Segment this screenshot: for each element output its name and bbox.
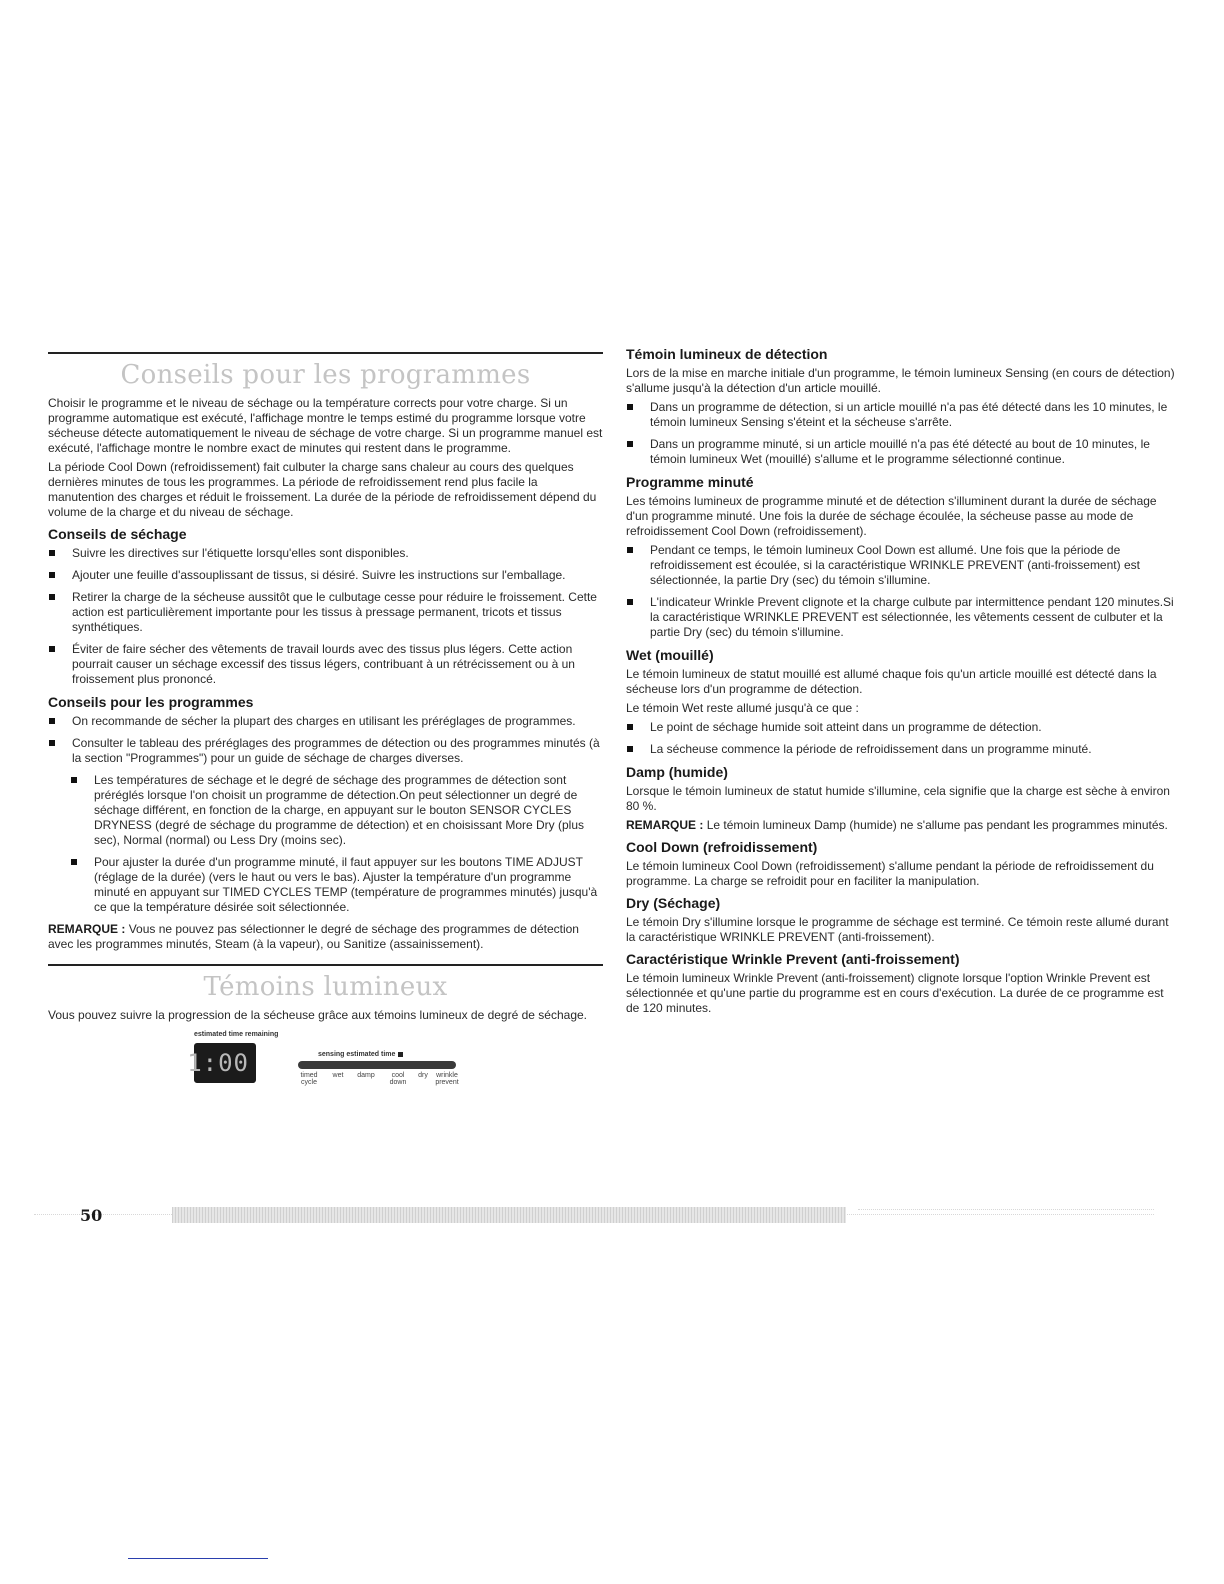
section-title-indicators: Témoins lumineux	[203, 972, 448, 1002]
cool-down-paragraph: Le témoin lumineux Cool Down (refroidissement) s'allume pendant la période de refroidissement du programme. La charge se refroidit pour en faciliter la manipulation.	[626, 859, 1154, 888]
program-tips-sublist	[70, 773, 603, 915]
wet-paragraph: Le témoin lumineux de statut mouillé est allumé chaque fois qu'un article mouillé est détecté dans la sécheuse lors d'un programme de détection.	[626, 667, 1157, 696]
section-rule	[48, 352, 603, 354]
note-text: Vous ne pouvez pas sélectionner le degré de séchage des programmes de détection avec les programmes minutés, Steam (à la vapeur), ou Sanitize (assainissement).	[48, 922, 579, 951]
page-number: 50	[80, 1206, 103, 1225]
detection-list	[626, 400, 1178, 467]
footer-bar	[172, 1207, 846, 1223]
led-cool-down: cool down	[389, 1072, 407, 1086]
left-column	[48, 340, 603, 1101]
wrinkle-prevent-heading: Caractéristique Wrinkle Prevent (anti-froissement)	[626, 951, 960, 967]
indicators-intro: Vous pouvez suivre la progression de la sécheuse grâce aux témoins lumineux de degré de séchage.	[48, 1008, 587, 1022]
list-item: L'indicateur Wrinkle Prevent clignote et la charge culbute par intermittence pendant 120 minutes.Si la caractéristique WRINKLE PREVENT est sélectionnée, les vêtements cessent de culbuter et la partie Dry (sec) du témoin s'illumine.	[626, 595, 1178, 640]
drying-tips-list	[48, 546, 603, 687]
list-item: Pour ajuster la durée d'un programme minuté, il faut appuyer sur les boutons TIME ADJUST (réglage de la durée) (vers le haut ou vers le bas). Ajuster la température d'un programme minuté en appuyant sur TIMED CYCLES TEMP (température de programmes minutés) jusqu'à ce que la température désirée soit sélectionnée.	[70, 855, 603, 915]
damp-paragraph: Lorsque le témoin lumineux de statut humide s'illumine, cela signifie que la charge est sèche à environ 80 %.	[626, 784, 1170, 813]
dry-heading: Dry (Séchage)	[626, 895, 721, 911]
led-dry: dry	[418, 1072, 428, 1079]
note-paragraph	[48, 922, 603, 952]
cooldown-paragraph: La période Cool Down (refroidissement) fait culbuter la charge sans chaleur au cours des quelques dernières minutes de tous les programmes. La période de refroidissement rend plus facile la manutention des charges et réduit le froissement. La durée de la période de refroidissement dépend du volume de la charge et du niveau de séchage.	[48, 460, 597, 519]
wet-heading: Wet (mouillé)	[626, 647, 714, 663]
list-item: Dans un programme de détection, si un article mouillé n'a pas été détecté dans les 10 minutes, le témoin lumineux Sensing s'éteint et la sécheuse s'arrête.	[626, 400, 1178, 430]
list-item: Les températures de séchage et le degré de séchage des programmes de détection sont préréglés lorsque l'on choisit un programme de détection.On peut sélectionner un degré de séchage différent, en fonction de la charge, en appuyant sur le bouton SENSOR CYCLES DRYNESS (degré de séchage du programme de détection) et en choisissant More Dry (plus sec), Normal (normal) ou Less Dry (moins sec).	[70, 773, 603, 848]
lcd-time-value: 1:00	[187, 1049, 249, 1077]
led-timed-cycle: timed cycle	[300, 1072, 318, 1086]
program-tips-heading: Conseils pour les programmes	[48, 694, 254, 710]
note-text: Le témoin lumineux Damp (humide) ne s'allume pas pendant les programmes minutés.	[706, 818, 1168, 832]
right-column	[626, 340, 1178, 1020]
detection-paragraph: Lors de la mise en marche initiale d'un programme, le témoin lumineux Sensing (en cours de détection) s'allume jusqu'à la détection d'un article mouillé.	[626, 366, 1175, 395]
section-rule	[48, 964, 603, 966]
list-item: Pendant ce temps, le témoin lumineux Cool Down est allumé. Une fois que la période de refroidissement est écoulée, si la caractéristique WRINKLE PREVENT (anti-froissement) est sélectionnée, la partie Dry (sec) du témoin s'illumine.	[626, 543, 1178, 588]
display-panel-illustration	[48, 1031, 603, 1101]
list-item: Dans un programme minuté, si un article mouillé n'a pas été détecté au bout de 10 minutes, le témoin lumineux Wet (mouillé) s'allume et le programme sélectionné continue.	[626, 437, 1178, 467]
bottom-line	[128, 1558, 268, 1559]
led-wrinkle-prevent: wrinkle prevent	[435, 1072, 459, 1086]
list-item: Suivre les directives sur l'étiquette lorsqu'elles sont disponibles.	[48, 546, 603, 561]
damp-heading: Damp (humide)	[626, 764, 728, 780]
section-title-tips: Conseils pour les programmes	[120, 360, 531, 390]
list-item: Éviter de faire sécher des vêtements de travail lourds avec des tissus plus légers. Cette action pourrait causer un séchage excessif des tissus légers, contribuant à un rétrécissement ou à un froissement plus prononcé.	[48, 642, 603, 687]
list-item: On recommande de sécher la plupart des charges en utilisant les préréglages de programmes.	[48, 714, 603, 729]
list-item: Ajouter une feuille d'assouplissant de tissus, si désiré. Suivre les instructions sur l'emballage.	[48, 568, 603, 583]
timed-program-heading: Programme minuté	[626, 474, 754, 490]
intro-paragraph: Choisir le programme et le niveau de séchage ou la température corrects pour votre charge. Si un programme automatique est exécuté, l'affichage montre le temps estimé du programme lorsque votre sécheuse détecte automatiquement le niveau de séchage de votre charge. Si un programme manuel est exécuté, l'affichage montre le nombre exact de minutes qui restent dans le programme.	[48, 396, 603, 455]
sensing-label: sensing estimated time	[318, 1051, 403, 1058]
wet-paragraph-2: Le témoin Wet reste allumé jusqu'à ce que :	[626, 701, 859, 715]
timed-program-list	[626, 543, 1178, 640]
time-remaining-label: estimated time remaining	[194, 1031, 279, 1038]
lcd-display	[187, 1043, 256, 1083]
status-led-labels	[298, 1072, 459, 1090]
list-item: Retirer la charge de la sécheuse aussitôt que le culbutage cesse pour réduire le froissement. Cette action est particulièrement importante pour les tissus à pressage permanent, tricots et tissus synthétiques.	[48, 590, 603, 635]
drying-tips-heading: Conseils de séchage	[48, 526, 187, 542]
note-label: REMARQUE :	[626, 818, 704, 832]
led-damp: damp	[357, 1072, 375, 1079]
wrinkle-prevent-paragraph: Le témoin lumineux Wrinkle Prevent (anti-froissement) clignote lorsque l'option Wrinkle Prevent est sélectionnée et qu'une partie du programme est en cours d'exécution. La durée de ce programme est de 120 minutes.	[626, 971, 1164, 1015]
sensing-indicator-icon	[398, 1052, 403, 1057]
wet-list	[626, 720, 1178, 757]
detection-heading: Témoin lumineux de détection	[626, 346, 828, 362]
list-item: La sécheuse commence la période de refroidissement dans un programme minuté.	[626, 742, 1178, 757]
program-tips-list	[48, 714, 603, 766]
footer-dotted-rule-right	[858, 1209, 1154, 1210]
list-item: Consulter le tableau des préréglages des programmes de détection ou des programmes minutés (à la section "Programmes") pour un guide de séchage de charges diverses.	[48, 736, 603, 766]
list-item: Le point de séchage humide soit atteint dans un programme de détection.	[626, 720, 1178, 735]
note-label: REMARQUE :	[48, 922, 126, 936]
timed-program-paragraph: Les témoins lumineux de programme minuté et de détection s'illuminent durant la durée de séchage d'un programme minuté. Une fois la durée de séchage écoulée, la sécheuse passe au mode de refroidissement Cool Down (refroidissement).	[626, 494, 1157, 538]
dry-paragraph: Le témoin Dry s'illumine lorsque le programme de séchage est terminé. Ce témoin reste allumé durant la caractéristique WRINKLE PREVENT (anti-froissement).	[626, 915, 1169, 944]
damp-note	[626, 818, 1178, 833]
cool-down-heading: Cool Down (refroidissement)	[626, 839, 818, 855]
status-led-bar	[298, 1061, 456, 1069]
led-wet: wet	[332, 1072, 344, 1079]
